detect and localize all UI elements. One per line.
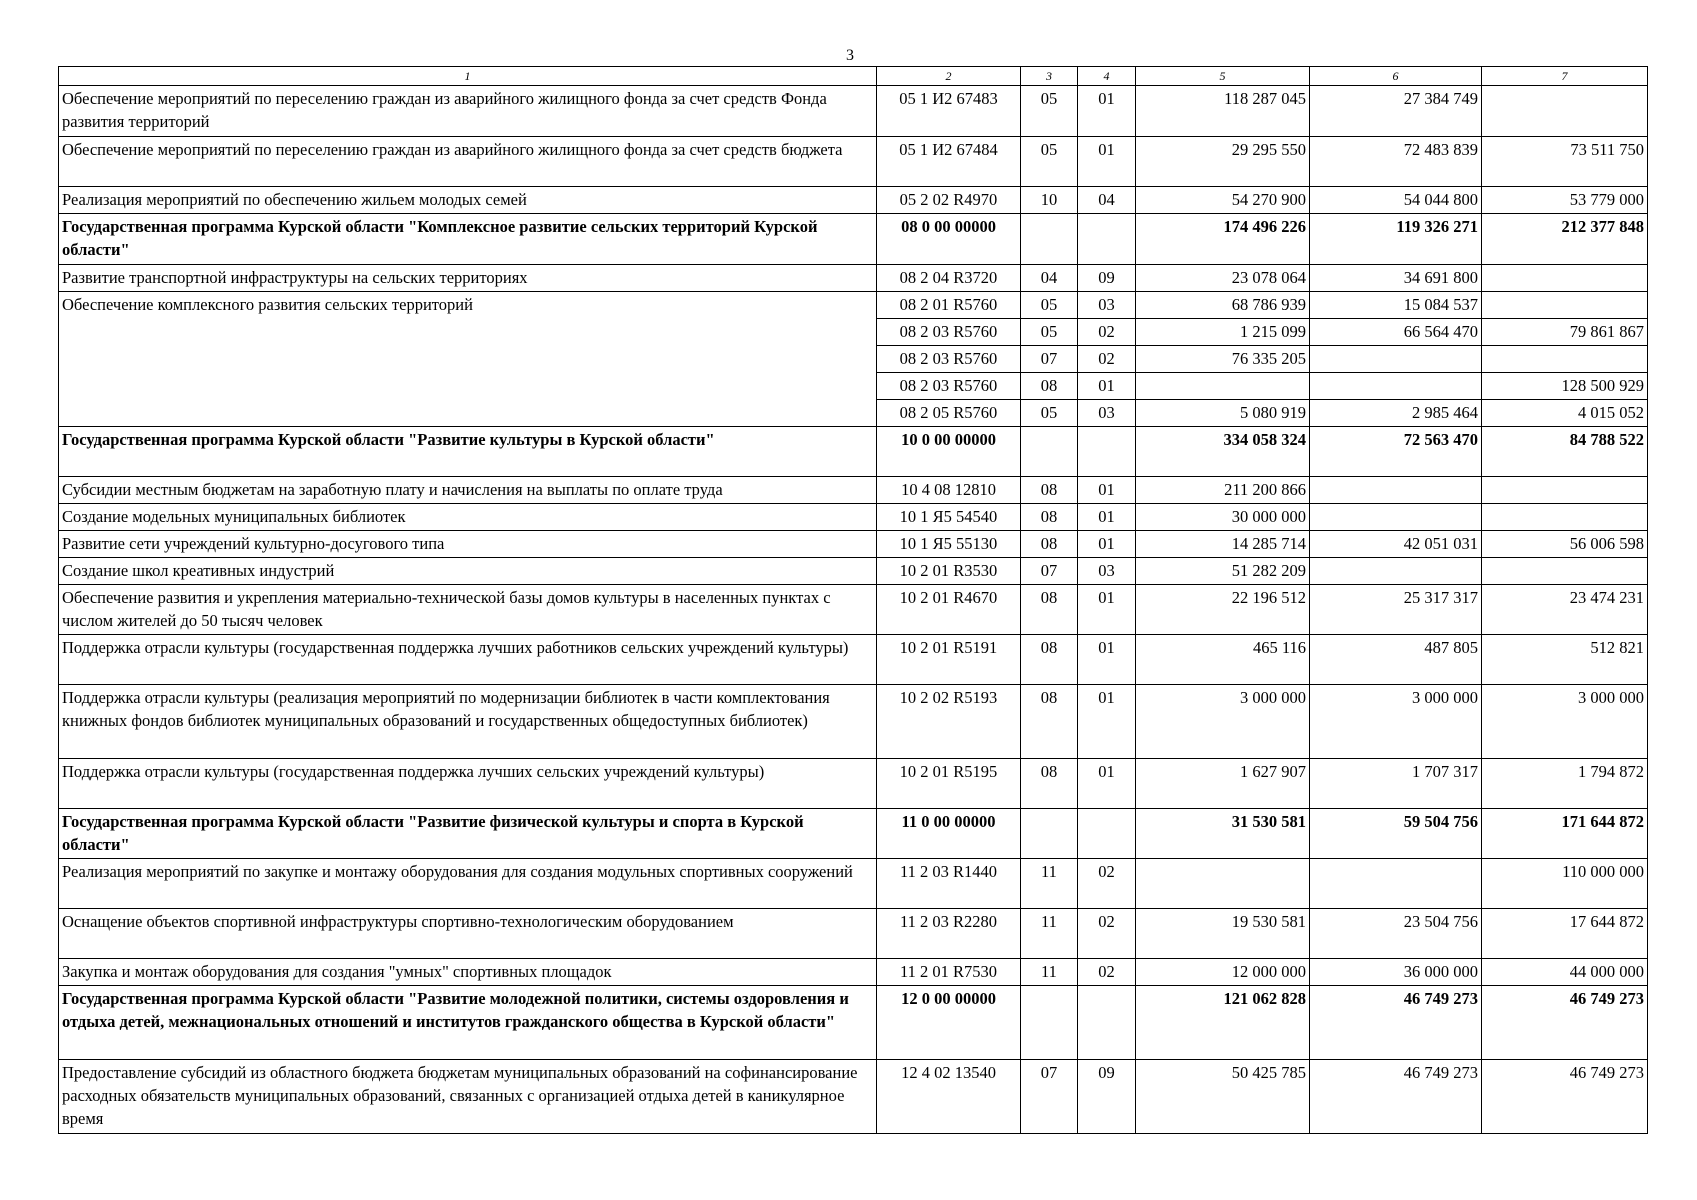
row-section: 08	[1021, 477, 1078, 504]
row-section: 08	[1021, 585, 1078, 635]
row-subsection: 01	[1078, 635, 1136, 685]
row-section: 05	[1021, 137, 1078, 187]
row-code: 10 2 01 R5195	[877, 759, 1021, 809]
row-section: 08	[1021, 373, 1078, 400]
row-code: 12 4 02 13540	[877, 1060, 1021, 1134]
row-section: 08	[1021, 504, 1078, 531]
row-amount-6: 72 563 470	[1310, 427, 1482, 477]
row-amount-6: 46 749 273	[1310, 1060, 1482, 1134]
table-row	[59, 477, 1648, 504]
column-number-5: 5	[1136, 67, 1310, 86]
table-row	[59, 137, 1648, 187]
row-code: 10 2 01 R5191	[877, 635, 1021, 685]
row-amount-5: 22 196 512	[1136, 585, 1310, 635]
row-amount-5: 76 335 205	[1136, 346, 1310, 373]
row-amount-7: 212 377 848	[1482, 214, 1648, 265]
row-amount-7	[1482, 558, 1648, 585]
row-code: 08 2 01 R5760	[877, 292, 1021, 319]
table-row	[59, 909, 1648, 959]
row-name: Развитие транспортной инфраструктуры на сельских территориях	[59, 265, 877, 292]
row-amount-5: 54 270 900	[1136, 187, 1310, 214]
column-number-7: 7	[1482, 67, 1648, 86]
row-name: Оснащение объектов спортивной инфраструктуры спортивно-технологическим оборудованием	[59, 909, 877, 959]
row-amount-5	[1136, 373, 1310, 400]
row-amount-6: 72 483 839	[1310, 137, 1482, 187]
row-code: 08 2 03 R5760	[877, 373, 1021, 400]
row-name: Обеспечение мероприятий по переселению граждан из аварийного жилищного фонда за счет средств бюджета	[59, 137, 877, 187]
row-amount-5: 30 000 000	[1136, 504, 1310, 531]
row-code: 05 2 02 R4970	[877, 187, 1021, 214]
row-code: 05 1 И2 67484	[877, 137, 1021, 187]
row-section: 04	[1021, 265, 1078, 292]
row-subsection: 03	[1078, 558, 1136, 585]
column-number-4: 4	[1078, 67, 1136, 86]
row-code: 08 2 04 R3720	[877, 265, 1021, 292]
row-amount-5: 465 116	[1136, 635, 1310, 685]
row-section: 05	[1021, 319, 1078, 346]
row-amount-7	[1482, 504, 1648, 531]
row-amount-5: 12 000 000	[1136, 959, 1310, 986]
row-section: 08	[1021, 635, 1078, 685]
row-amount-6: 46 749 273	[1310, 986, 1482, 1060]
row-amount-6: 34 691 800	[1310, 265, 1482, 292]
table-row	[59, 759, 1648, 809]
table-row	[59, 859, 1648, 909]
row-amount-7	[1482, 265, 1648, 292]
row-amount-6: 15 084 537	[1310, 292, 1482, 319]
row-amount-6: 25 317 317	[1310, 585, 1482, 635]
row-section	[1021, 986, 1078, 1060]
row-subsection: 03	[1078, 400, 1136, 427]
row-name: Создание модельных муниципальных библиотек	[59, 504, 877, 531]
row-amount-7: 46 749 273	[1482, 986, 1648, 1060]
row-name: Обеспечение комплексного развития сельских территорий	[59, 292, 877, 427]
row-amount-5: 334 058 324	[1136, 427, 1310, 477]
row-subsection: 01	[1078, 685, 1136, 759]
row-amount-6: 2 985 464	[1310, 400, 1482, 427]
row-amount-6	[1310, 477, 1482, 504]
table-row	[59, 585, 1648, 635]
row-amount-7: 1 794 872	[1482, 759, 1648, 809]
row-code: 08 2 03 R5760	[877, 319, 1021, 346]
row-code: 10 2 01 R3530	[877, 558, 1021, 585]
row-amount-7: 23 474 231	[1482, 585, 1648, 635]
row-subsection: 01	[1078, 759, 1136, 809]
table-row	[59, 531, 1648, 558]
row-amount-6: 59 504 756	[1310, 809, 1482, 859]
row-code: 10 4 08 12810	[877, 477, 1021, 504]
row-amount-5: 14 285 714	[1136, 531, 1310, 558]
row-code: 10 0 00 00000	[877, 427, 1021, 477]
row-section	[1021, 427, 1078, 477]
row-code: 08 0 00 00000	[877, 214, 1021, 265]
row-amount-6	[1310, 558, 1482, 585]
row-amount-6	[1310, 504, 1482, 531]
row-section: 05	[1021, 86, 1078, 137]
table-row	[59, 86, 1648, 137]
row-name: Государственная программа Курской области "Развитие физической культуры и спорта в Курской области"	[59, 809, 877, 859]
row-subsection: 02	[1078, 909, 1136, 959]
row-name: Государственная программа Курской области "Комплексное развитие сельских территорий Курской области"	[59, 214, 877, 265]
row-amount-7: 46 749 273	[1482, 1060, 1648, 1134]
row-amount-6: 3 000 000	[1310, 685, 1482, 759]
row-subsection	[1078, 809, 1136, 859]
row-section: 07	[1021, 346, 1078, 373]
row-name: Поддержка отрасли культуры (реализация мероприятий по модернизации библиотек в части комплектования книжных фондов библиотек муниципальных образований и государственных общедоступных библиотек)	[59, 685, 877, 759]
row-amount-6: 1 707 317	[1310, 759, 1482, 809]
row-amount-5: 5 080 919	[1136, 400, 1310, 427]
row-amount-7: 53 779 000	[1482, 187, 1648, 214]
row-amount-7: 79 861 867	[1482, 319, 1648, 346]
row-amount-6: 23 504 756	[1310, 909, 1482, 959]
row-section: 08	[1021, 531, 1078, 558]
row-subsection: 02	[1078, 319, 1136, 346]
row-section: 11	[1021, 959, 1078, 986]
row-amount-7: 512 821	[1482, 635, 1648, 685]
row-amount-5: 121 062 828	[1136, 986, 1310, 1060]
row-subsection	[1078, 427, 1136, 477]
column-number-header-row	[59, 67, 1648, 86]
row-code: 08 2 05 R5760	[877, 400, 1021, 427]
row-subsection: 01	[1078, 86, 1136, 137]
row-name: Государственная программа Курской области "Развитие молодежной политики, системы оздоровления и отдыха детей, межнациональных отношений и институтов гражданского общества в Курской области"	[59, 986, 877, 1060]
row-name: Поддержка отрасли культуры (государственная поддержка лучших сельских учреждений культуры)	[59, 759, 877, 809]
row-code: 10 2 01 R4670	[877, 585, 1021, 635]
row-name: Реализация мероприятий по закупке и монтажу оборудования для создания модульных спортивных сооружений	[59, 859, 877, 909]
row-section: 05	[1021, 400, 1078, 427]
row-amount-6: 27 384 749	[1310, 86, 1482, 137]
row-amount-7: 110 000 000	[1482, 859, 1648, 909]
row-subsection	[1078, 214, 1136, 265]
row-section: 08	[1021, 759, 1078, 809]
row-section: 08	[1021, 685, 1078, 759]
row-amount-7	[1482, 477, 1648, 504]
row-amount-7	[1482, 86, 1648, 137]
row-amount-5: 211 200 866	[1136, 477, 1310, 504]
row-code: 08 2 03 R5760	[877, 346, 1021, 373]
row-code: 11 0 00 00000	[877, 809, 1021, 859]
table-row	[59, 187, 1648, 214]
program-row	[59, 214, 1648, 265]
table-row	[59, 504, 1648, 531]
row-amount-6: 36 000 000	[1310, 959, 1482, 986]
row-amount-5: 50 425 785	[1136, 1060, 1310, 1134]
row-name: Обеспечение развития и укрепления материально-технической базы домов культуры в населенных пунктах с числом жителей до 50 тысяч человек	[59, 585, 877, 635]
row-section: 07	[1021, 558, 1078, 585]
program-row	[59, 809, 1648, 859]
row-code: 11 2 03 R2280	[877, 909, 1021, 959]
row-amount-7: 44 000 000	[1482, 959, 1648, 986]
row-amount-5: 174 496 226	[1136, 214, 1310, 265]
row-amount-7: 4 015 052	[1482, 400, 1648, 427]
table-row	[59, 1060, 1648, 1134]
row-amount-5: 118 287 045	[1136, 86, 1310, 137]
page-number: 3	[846, 47, 854, 64]
row-subsection: 01	[1078, 504, 1136, 531]
row-amount-5	[1136, 859, 1310, 909]
row-amount-6: 487 805	[1310, 635, 1482, 685]
program-row	[59, 427, 1648, 477]
row-subsection: 09	[1078, 1060, 1136, 1134]
column-number-6: 6	[1310, 67, 1482, 86]
row-subsection: 04	[1078, 187, 1136, 214]
row-amount-6: 66 564 470	[1310, 319, 1482, 346]
row-amount-6: 119 326 271	[1310, 214, 1482, 265]
row-amount-6	[1310, 373, 1482, 400]
row-amount-5: 51 282 209	[1136, 558, 1310, 585]
row-amount-7: 56 006 598	[1482, 531, 1648, 558]
column-number-3: 3	[1021, 67, 1078, 86]
row-name: Государственная программа Курской области "Развитие культуры в Курской области"	[59, 427, 877, 477]
table-row	[59, 685, 1648, 759]
row-subsection: 02	[1078, 959, 1136, 986]
row-section: 11	[1021, 909, 1078, 959]
table-row	[59, 265, 1648, 292]
row-amount-5: 23 078 064	[1136, 265, 1310, 292]
row-amount-5: 68 786 939	[1136, 292, 1310, 319]
column-number-1: 1	[59, 67, 877, 86]
table-row	[59, 635, 1648, 685]
row-section: 11	[1021, 859, 1078, 909]
row-section	[1021, 809, 1078, 859]
row-name: Субсидии местным бюджетам на заработную плату и начисления на выплаты по оплате труда	[59, 477, 877, 504]
row-subsection: 02	[1078, 346, 1136, 373]
row-code: 10 2 02 R5193	[877, 685, 1021, 759]
row-amount-5: 29 295 550	[1136, 137, 1310, 187]
row-section: 10	[1021, 187, 1078, 214]
row-name: Создание школ креативных индустрий	[59, 558, 877, 585]
row-subsection: 09	[1078, 265, 1136, 292]
table-row	[59, 292, 1648, 319]
row-amount-7: 73 511 750	[1482, 137, 1648, 187]
row-amount-7: 84 788 522	[1482, 427, 1648, 477]
row-subsection: 01	[1078, 531, 1136, 558]
row-amount-6	[1310, 859, 1482, 909]
row-amount-5: 1 215 099	[1136, 319, 1310, 346]
row-subsection: 02	[1078, 859, 1136, 909]
program-row	[59, 986, 1648, 1060]
row-code: 10 1 Я5 54540	[877, 504, 1021, 531]
row-amount-6: 54 044 800	[1310, 187, 1482, 214]
row-amount-6	[1310, 346, 1482, 373]
row-subsection: 01	[1078, 585, 1136, 635]
table-row	[59, 558, 1648, 585]
column-number-2: 2	[877, 67, 1021, 86]
row-amount-7	[1482, 292, 1648, 319]
row-code: 10 1 Я5 55130	[877, 531, 1021, 558]
row-name: Развитие сети учреждений культурно-досугового типа	[59, 531, 877, 558]
row-subsection: 01	[1078, 373, 1136, 400]
row-name: Обеспечение мероприятий по переселению граждан из аварийного жилищного фонда за счет средств Фонда развития территорий	[59, 86, 877, 137]
row-subsection: 03	[1078, 292, 1136, 319]
row-amount-7: 3 000 000	[1482, 685, 1648, 759]
row-amount-7	[1482, 346, 1648, 373]
row-amount-7: 128 500 929	[1482, 373, 1648, 400]
row-amount-6: 42 051 031	[1310, 531, 1482, 558]
row-amount-5: 31 530 581	[1136, 809, 1310, 859]
row-subsection: 01	[1078, 137, 1136, 187]
row-section: 05	[1021, 292, 1078, 319]
row-code: 05 1 И2 67483	[877, 86, 1021, 137]
row-amount-5: 1 627 907	[1136, 759, 1310, 809]
row-name: Реализация мероприятий по обеспечению жильем молодых семей	[59, 187, 877, 214]
table-row	[59, 959, 1648, 986]
row-subsection: 01	[1078, 477, 1136, 504]
row-code: 11 2 03 R1440	[877, 859, 1021, 909]
row-name: Закупка и монтаж оборудования для создания "умных" спортивных площадок	[59, 959, 877, 986]
row-amount-7: 171 644 872	[1482, 809, 1648, 859]
row-subsection	[1078, 986, 1136, 1060]
row-code: 12 0 00 00000	[877, 986, 1021, 1060]
row-amount-5: 3 000 000	[1136, 685, 1310, 759]
row-section: 07	[1021, 1060, 1078, 1134]
row-section	[1021, 214, 1078, 265]
row-amount-5: 19 530 581	[1136, 909, 1310, 959]
row-code: 11 2 01 R7530	[877, 959, 1021, 986]
row-name: Поддержка отрасли культуры (государственная поддержка лучших работников сельских учреждений культуры)	[59, 635, 877, 685]
row-amount-7: 17 644 872	[1482, 909, 1648, 959]
budget-table	[58, 66, 1648, 1134]
row-name: Предоставление субсидий из областного бюджета бюджетам муниципальных образований на софинансирование расходных обязательств муниципальных образований, связанных с организацией отдыха детей в каникулярное время	[59, 1060, 877, 1134]
